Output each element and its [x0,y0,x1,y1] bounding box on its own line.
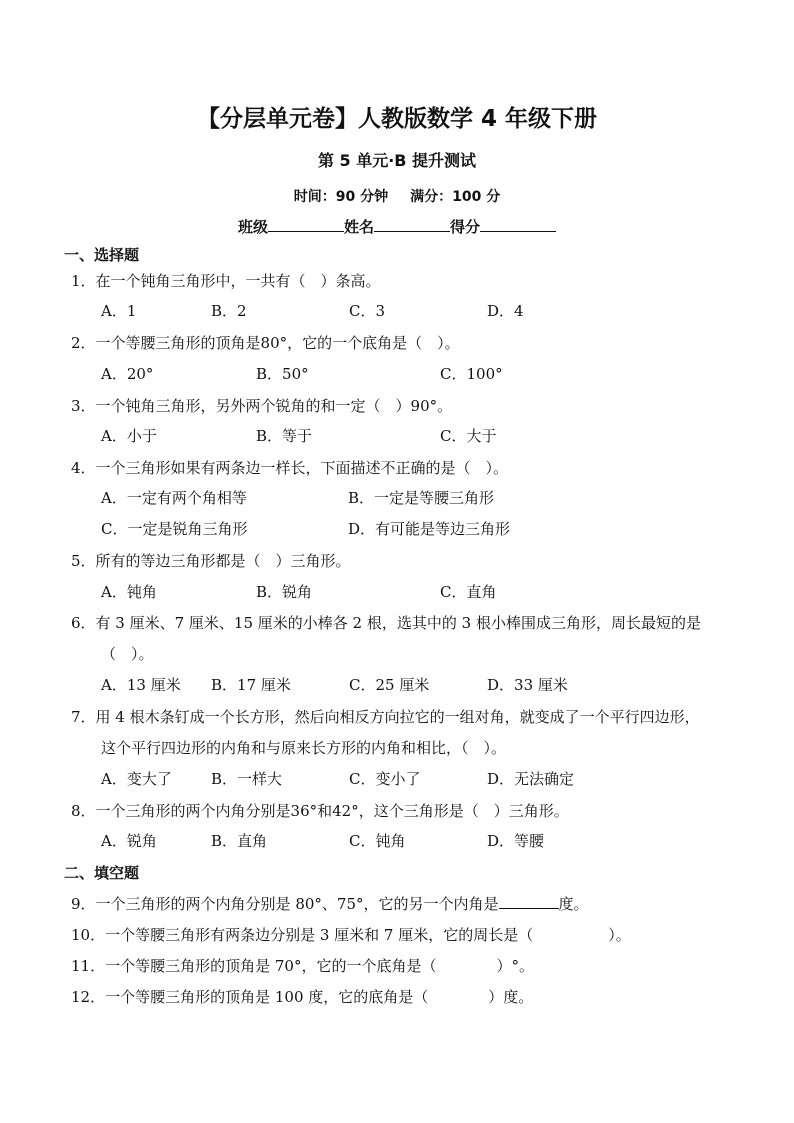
q1-option-c[interactable]: C．3 [349,302,386,320]
question-11: 11．一个等腰三角形的顶角是 70°，它的一个底角是（ ）°。 [71,957,534,975]
q5-option-a[interactable]: A．钝角 [101,583,157,601]
q7-option-d[interactable]: D．无法确定 [487,770,575,788]
q7-option-a[interactable]: A．变大了 [101,770,172,788]
q4-option-b[interactable]: B．一定是等腰三角形 [348,489,495,507]
q8-option-d[interactable]: D．等腰 [487,832,545,850]
question-2: 2．一个等腰三角形的顶角是80°，它的一个底角是（ ）。 [71,334,460,352]
q8-option-b[interactable]: B．直角 [211,832,268,850]
question-10: 10．一个等腰三角形有两条边分别是 3 厘米和 7 厘米，它的周长是（ ）。 [71,926,631,944]
grade-blank[interactable] [480,217,556,232]
q9-answer-blank[interactable] [499,894,559,909]
name-blank[interactable] [374,217,450,232]
q4-option-c[interactable]: C．一定是锐角三角形 [101,520,248,538]
name-label: 姓名 [343,218,374,236]
q2-option-a[interactable]: A．20° [101,365,154,383]
q5-option-b[interactable]: B．锐角 [256,583,313,601]
q3-option-b[interactable]: B．等于 [256,427,313,445]
class-label: 班级 [237,218,268,236]
question-7: 7．用 4 根木条钉成一个长方形，然后向相反方向拉它的一组对角，就变成了一个平行四边形， [71,708,700,726]
question-12: 12．一个等腰三角形的顶角是 100 度，它的底角是（ ）度。 [71,988,534,1006]
q7-option-b[interactable]: B．一样大 [211,770,283,788]
q5-option-c[interactable]: C．直角 [440,583,497,601]
time-score-line [0,186,794,206]
q1-option-b[interactable]: B．2 [211,302,247,320]
q4-option-d[interactable]: D．有可能是等边三角形 [348,520,511,538]
question-6: 6．有 3 厘米、7 厘米、15 厘米的小棒各 2 根，选其中的 3 根小棒围成三角形，周长最短的是 [71,614,701,632]
student-info-line [0,216,794,237]
q3-option-a[interactable]: A．小于 [101,427,157,445]
question-5: 5．所有的等边三角形都是（ ）三角形。 [71,552,351,570]
score-text: 满分：100 分 [410,189,501,205]
class-blank[interactable] [268,217,344,232]
q1-option-a[interactable]: A．1 [101,302,137,320]
question-9 [71,893,589,914]
section-fill-heading: 二、填空题 [64,864,140,882]
time-text: 时间：90 分钟 [293,189,389,205]
page-subtitle: 第 5 单元·B 提升测试 [317,151,477,170]
question-4: 4．一个三角形如果有两条边一样长，下面描述不正确的是（ ）。 [71,459,509,477]
q8-option-a[interactable]: A．锐角 [101,832,157,850]
q7-option-c[interactable]: C．变小了 [349,770,421,788]
q9-text-before: 9．一个三角形的两个内角分别是 80°、75°，它的另一个内角是 [71,895,499,913]
page-title: 【分层单元卷】人教版数学 4 年级下册 [196,106,598,132]
q8-option-c[interactable]: C．钝角 [349,832,406,850]
q2-option-b[interactable]: B．50° [256,365,309,383]
question-3: 3．一个钝角三角形，另外两个锐角的和一定（ ）90°。 [71,397,453,415]
grade-label: 得分 [450,218,481,236]
q9-text-after: 度。 [558,895,589,913]
question-8: 8．一个三角形的两个内角分别是36°和42°，这个三角形是（ ）三角形。 [71,802,569,820]
q2-option-c[interactable]: C．100° [440,365,503,383]
question-7-continued: 这个平行四边形的内角和与原来长方形的内角和相比，（ ）。 [101,739,507,757]
question-1: 1．在一个钝角三角形中，一共有（ ）条高。 [71,272,381,290]
section-choice-heading: 一、选择题 [64,246,140,264]
question-6-continued: （ ）。 [101,645,154,663]
q1-option-d[interactable]: D．4 [487,302,524,320]
q6-option-b[interactable]: B．17 厘米 [211,676,291,694]
q6-option-d[interactable]: D．33 厘米 [487,676,568,694]
q3-option-c[interactable]: C．大于 [440,427,497,445]
q6-option-a[interactable]: A．13 厘米 [101,676,181,694]
q4-option-a[interactable]: A．一定有两个角相等 [101,489,247,507]
q6-option-c[interactable]: C．25 厘米 [349,676,430,694]
